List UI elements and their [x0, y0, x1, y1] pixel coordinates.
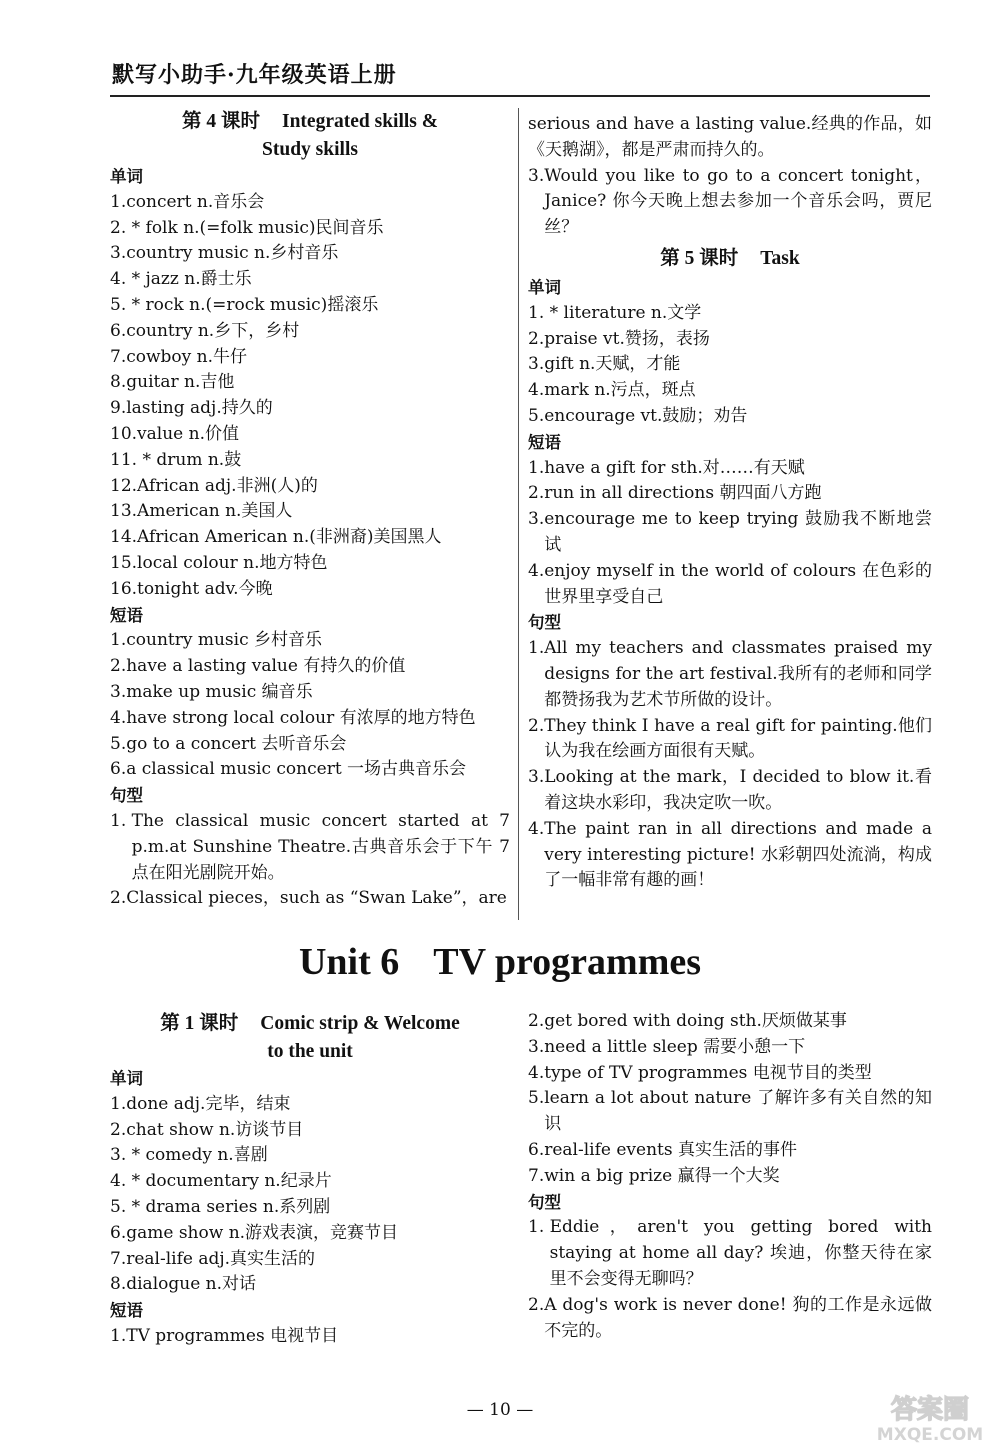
list-item: [528, 1061, 932, 1087]
list-item: [528, 1164, 932, 1190]
item-text: encourage me to keep trying 鼓励我不断地尝试: [544, 509, 932, 555]
list-item: [110, 886, 510, 912]
item-text: need a little sleep 需要小憩一下: [544, 1036, 806, 1057]
section-items: [110, 1092, 510, 1298]
watermark-line2: MXQE.COM: [876, 1425, 984, 1445]
list-item: [110, 1143, 510, 1169]
list-item: [110, 809, 510, 886]
item-text: * folk n.(=folk music)民间音乐: [131, 217, 384, 238]
item-text: value n.价值: [137, 423, 239, 444]
item-number: 2.: [110, 656, 127, 677]
list-item: [528, 1293, 932, 1345]
list-item: [528, 636, 932, 713]
item-number: 5.: [110, 294, 132, 315]
item-text: make up music 编音乐: [126, 681, 313, 702]
list-item: [110, 396, 510, 422]
item-text: American n.美国人: [137, 501, 293, 522]
right-bottom-sections: [528, 1190, 932, 1345]
item-number: 1.: [528, 638, 545, 659]
item-number: 1.: [528, 302, 550, 323]
item-text: Classical pieces，such as “Swan Lake”，are: [126, 888, 507, 909]
item-number: 6.: [528, 1139, 545, 1160]
item-text: encourage vt.鼓励；劝告: [544, 405, 748, 426]
list-item: [528, 817, 932, 894]
list-item: [110, 499, 510, 525]
watermark-logo: [870, 1388, 990, 1446]
section-items: [528, 1215, 932, 1344]
list-item: [110, 370, 510, 396]
item-number: 6.: [110, 1222, 127, 1243]
right-bottom-column: [528, 1009, 932, 1344]
item-number: 1.: [110, 630, 127, 651]
lesson-title-text: Task: [760, 247, 800, 269]
item-number: 3.: [528, 1036, 545, 1057]
item-text: TV programmes 电视节目: [126, 1325, 339, 1346]
item-number: 5.: [110, 733, 127, 754]
list-item: [528, 301, 932, 327]
lesson-4-title: [110, 108, 510, 164]
phrase-items-continued: [528, 1009, 932, 1190]
item-text: * rock n.(=rock music)摇滚乐: [131, 294, 379, 315]
item-text: * comedy n.喜剧: [131, 1145, 268, 1166]
item-number: 3.: [110, 243, 127, 264]
list-item: [528, 1215, 932, 1292]
item-text: * literature n.文学: [549, 302, 702, 323]
header-rule: [110, 95, 930, 97]
item-number: 1.: [110, 1093, 127, 1114]
section-items: [528, 301, 932, 430]
item-text: They think I have a real gift for painting.他们认为我在绘画方面很有天赋。: [544, 715, 932, 762]
lesson-title-line2: Study skills: [262, 139, 358, 160]
list-item: [110, 448, 510, 474]
item-text: country music n.乡村音乐: [126, 243, 339, 264]
unit-title: [0, 940, 1000, 984]
item-number: 3.: [528, 354, 545, 375]
item-number: 4.: [528, 560, 545, 581]
list-item: [110, 577, 510, 603]
section-items: [110, 190, 510, 603]
list-item: [110, 1169, 510, 1195]
page-number: — 10 —: [466, 1400, 534, 1420]
item-text: chat show n.访谈节目: [126, 1119, 304, 1140]
list-item: [528, 327, 932, 353]
section-items: [110, 1324, 510, 1350]
item-number: 3.: [528, 509, 545, 530]
item-text: type of TV programmes 电视节目的类型: [544, 1062, 872, 1083]
section-label: 句型: [528, 1192, 561, 1212]
list-item: [528, 378, 932, 404]
item-text: praise vt.赞扬，表扬: [544, 328, 710, 349]
list-item: [110, 1092, 510, 1118]
item-number: 2.: [110, 1119, 127, 1140]
item-text: dialogue n.对话: [126, 1274, 257, 1295]
item-text: learn a lot about nature 了解许多有关自然的知识: [544, 1088, 932, 1135]
item-number: 1.: [528, 1217, 550, 1238]
item-number: 4.: [528, 380, 545, 401]
item-number: 16.: [110, 578, 138, 599]
left-top-column: [110, 108, 510, 912]
left-bottom-column: [110, 1010, 510, 1350]
item-text: African American n.(非洲裔)美国黑人: [137, 527, 442, 548]
item-number: 1.: [110, 810, 132, 831]
lesson-number: 第 1 课时: [160, 1013, 239, 1034]
item-text: Eddie，aren't you getting bored with staying at home all day? 埃迪，你整天待在家里不会变得无聊吗？: [549, 1217, 932, 1289]
lesson-number: 第 4 课时: [181, 111, 260, 132]
item-text: * drum n.鼓: [142, 449, 242, 470]
list-item: [528, 507, 932, 559]
list-item: [110, 267, 510, 293]
item-number: 12.: [110, 475, 138, 496]
section-items: [110, 809, 510, 912]
item-text: win a big prize 赢得一个大奖: [544, 1165, 780, 1186]
item-number: 5.: [528, 405, 545, 426]
item-number: 2.: [528, 483, 545, 504]
item-text: * jazz n.爵士乐: [131, 269, 252, 290]
item-number: 6.: [110, 759, 127, 780]
item-number: 5.: [110, 1196, 132, 1217]
list-item: [528, 112, 932, 164]
unit6-lesson-1-title: [110, 1010, 510, 1066]
lesson-title-line1: Integrated skills &: [282, 111, 438, 132]
right-top-sections: [528, 275, 932, 894]
list-item: [110, 706, 510, 732]
item-text: Would you like to go to a concert tonight，Janice? 你今天晚上想去参加一个音乐会吗，贾尼丝？: [544, 165, 932, 238]
section-label: 单词: [110, 1069, 143, 1088]
item-number: 13.: [110, 501, 138, 522]
item-text: game show n.游戏表演，竞赛节目: [126, 1222, 399, 1243]
list-item: [110, 628, 510, 654]
section-label: 短语: [110, 1301, 143, 1321]
item-text: guitar n.吉他: [126, 372, 235, 393]
item-number: 14.: [110, 527, 138, 548]
section-label: 单词: [528, 277, 561, 297]
item-number: 10.: [110, 423, 138, 444]
item-number: 2.: [110, 888, 127, 909]
item-text: have a lasting value 有持久的价值: [126, 656, 406, 677]
item-text: A dog's work is never done! 狗的工作是永远做不完的。: [544, 1294, 932, 1341]
continued-items: [528, 112, 932, 241]
left-bottom-sections: [110, 1066, 510, 1350]
item-text: The paint ran in all directions and made a very interesting picture! 水彩朝四处流淌，构成了一幅非常有趣的画！: [544, 818, 932, 891]
lesson-title-line1: Comic strip & Welcome: [260, 1013, 460, 1034]
item-text: have a gift for sth.对……有天赋: [544, 457, 805, 478]
item-number: 2.: [528, 1011, 545, 1031]
item-number: 3.: [110, 1145, 132, 1166]
list-item: [528, 481, 932, 507]
item-number: 1.: [110, 191, 127, 212]
list-item: [528, 456, 932, 482]
list-item: [528, 404, 932, 430]
item-text: local colour n.地方特色: [137, 552, 328, 573]
section-label: 短语: [110, 605, 143, 625]
section-items: [528, 456, 932, 611]
list-item: [528, 1086, 932, 1138]
item-number: 4.: [528, 818, 545, 839]
item-number: 9.: [110, 398, 127, 419]
list-item: [110, 293, 510, 319]
item-number: 3.: [110, 681, 127, 702]
section-label: 短语: [528, 432, 561, 452]
item-text: The classical music concert started at 7 p.m.at Sunshine Theatre.古典音乐会于下午 7 点在阳光剧院开始。: [131, 810, 510, 883]
item-number: 3.: [528, 767, 545, 788]
item-text: serious and have a lasting value.经典的作品，如《天鹅湖》，都是严肃而持久的。: [528, 114, 932, 160]
item-text: Looking at the mark，I decided to blow it.看着这块水彩印，我决定吹一吹。: [544, 767, 932, 813]
section-items: [110, 628, 510, 783]
item-number: 1.: [110, 1325, 127, 1346]
item-number: 7.: [110, 1248, 127, 1269]
item-text: get bored with doing sth.厌烦做某事: [544, 1011, 847, 1031]
item-text: lasting adj.持久的: [126, 398, 273, 419]
item-text: go to a concert 去听音乐会: [126, 733, 347, 754]
list-item: [110, 422, 510, 448]
item-number: 2.: [110, 217, 132, 238]
list-item: [110, 1195, 510, 1221]
list-item: [110, 654, 510, 680]
list-item: [110, 732, 510, 758]
item-number: 11.: [110, 449, 143, 470]
list-item: [110, 1247, 510, 1273]
item-text: * documentary n.纪录片: [131, 1171, 332, 1192]
item-text: done adj.完毕，结束: [126, 1093, 291, 1114]
item-number: 7.: [110, 346, 127, 367]
list-item: [110, 551, 510, 577]
item-text: real-life events 真实生活的事件: [544, 1139, 798, 1160]
item-text: tonight adv.今晚: [137, 578, 273, 599]
item-text: a classical music concert 一场古典音乐会: [126, 759, 467, 780]
page-header-title: 默写小助手·九年级英语上册: [112, 62, 397, 88]
list-item: [110, 474, 510, 500]
left-top-sections: [110, 164, 510, 912]
right-top-column: [528, 112, 932, 894]
section-label: 句型: [110, 786, 143, 806]
section-items: [528, 636, 932, 894]
list-item: [528, 559, 932, 611]
item-text: enjoy myself in the world of colours 在色彩的世界里享受自己: [544, 560, 932, 607]
item-text: country music 乡村音乐: [126, 630, 323, 651]
list-item: [110, 216, 510, 242]
watermark-line1: 答案圈: [890, 1395, 970, 1425]
list-item: [110, 1324, 510, 1350]
item-number: 1.: [528, 457, 545, 478]
item-number: 2.: [528, 328, 545, 349]
item-number: 4.: [110, 269, 132, 290]
column-divider: [518, 108, 519, 920]
item-text: real-life adj.真实生活的: [126, 1248, 316, 1269]
item-text: run in all directions 朝四面八方跑: [544, 483, 822, 504]
item-number: 7.: [528, 1165, 545, 1186]
item-number: 6.: [110, 320, 127, 341]
item-text: All my teachers and classmates praised my designs for the art festival.我所有的老师和同学都赞扬我为艺术节所做的设计。: [544, 638, 932, 710]
item-text: mark n.污点，斑点: [544, 380, 696, 401]
list-item: [528, 352, 932, 378]
item-number: 4.: [110, 1171, 132, 1192]
item-number: 3.: [528, 165, 545, 186]
list-item: [528, 765, 932, 817]
item-number: 2.: [528, 715, 545, 736]
item-number: 4.: [110, 707, 127, 728]
item-text: have strong local colour 有浓厚的地方特色: [126, 707, 476, 728]
list-item: [110, 1221, 510, 1247]
list-item: [528, 714, 932, 766]
item-number: 8.: [110, 372, 127, 393]
list-item: [110, 190, 510, 216]
section-label: 单词: [110, 167, 143, 186]
list-item: [528, 1009, 932, 1035]
lesson-5-title: [528, 245, 932, 273]
list-item: [110, 241, 510, 267]
item-number: 8.: [110, 1274, 127, 1295]
unit-name: TV programmes: [433, 941, 702, 983]
item-text: African adj.非洲(人)的: [137, 475, 318, 496]
list-item: [110, 1272, 510, 1298]
list-item: [110, 680, 510, 706]
item-text: country n.乡下，乡村: [126, 320, 300, 341]
item-text: * drama series n.系列剧: [131, 1196, 331, 1217]
list-item: [110, 345, 510, 371]
list-item: [528, 164, 932, 241]
item-number: 5.: [528, 1088, 545, 1109]
list-item: [110, 319, 510, 345]
section-label: 句型: [528, 613, 561, 633]
item-number: 15.: [110, 552, 138, 573]
item-text: gift n.天赋，才能: [544, 354, 681, 375]
lesson-number: 第 5 课时: [660, 247, 739, 269]
item-number: 4.: [528, 1062, 545, 1083]
list-item: [528, 1035, 932, 1061]
list-item: [110, 757, 510, 783]
list-item: [110, 525, 510, 551]
item-text: cowboy n.牛仔: [126, 346, 248, 367]
item-text: concert n.音乐会: [126, 191, 265, 212]
item-number: 2.: [528, 1294, 545, 1315]
unit-number: Unit 6: [298, 941, 400, 983]
lesson-title-line2: to the unit: [267, 1041, 353, 1062]
list-item: [528, 1138, 932, 1164]
list-item: [110, 1118, 510, 1144]
